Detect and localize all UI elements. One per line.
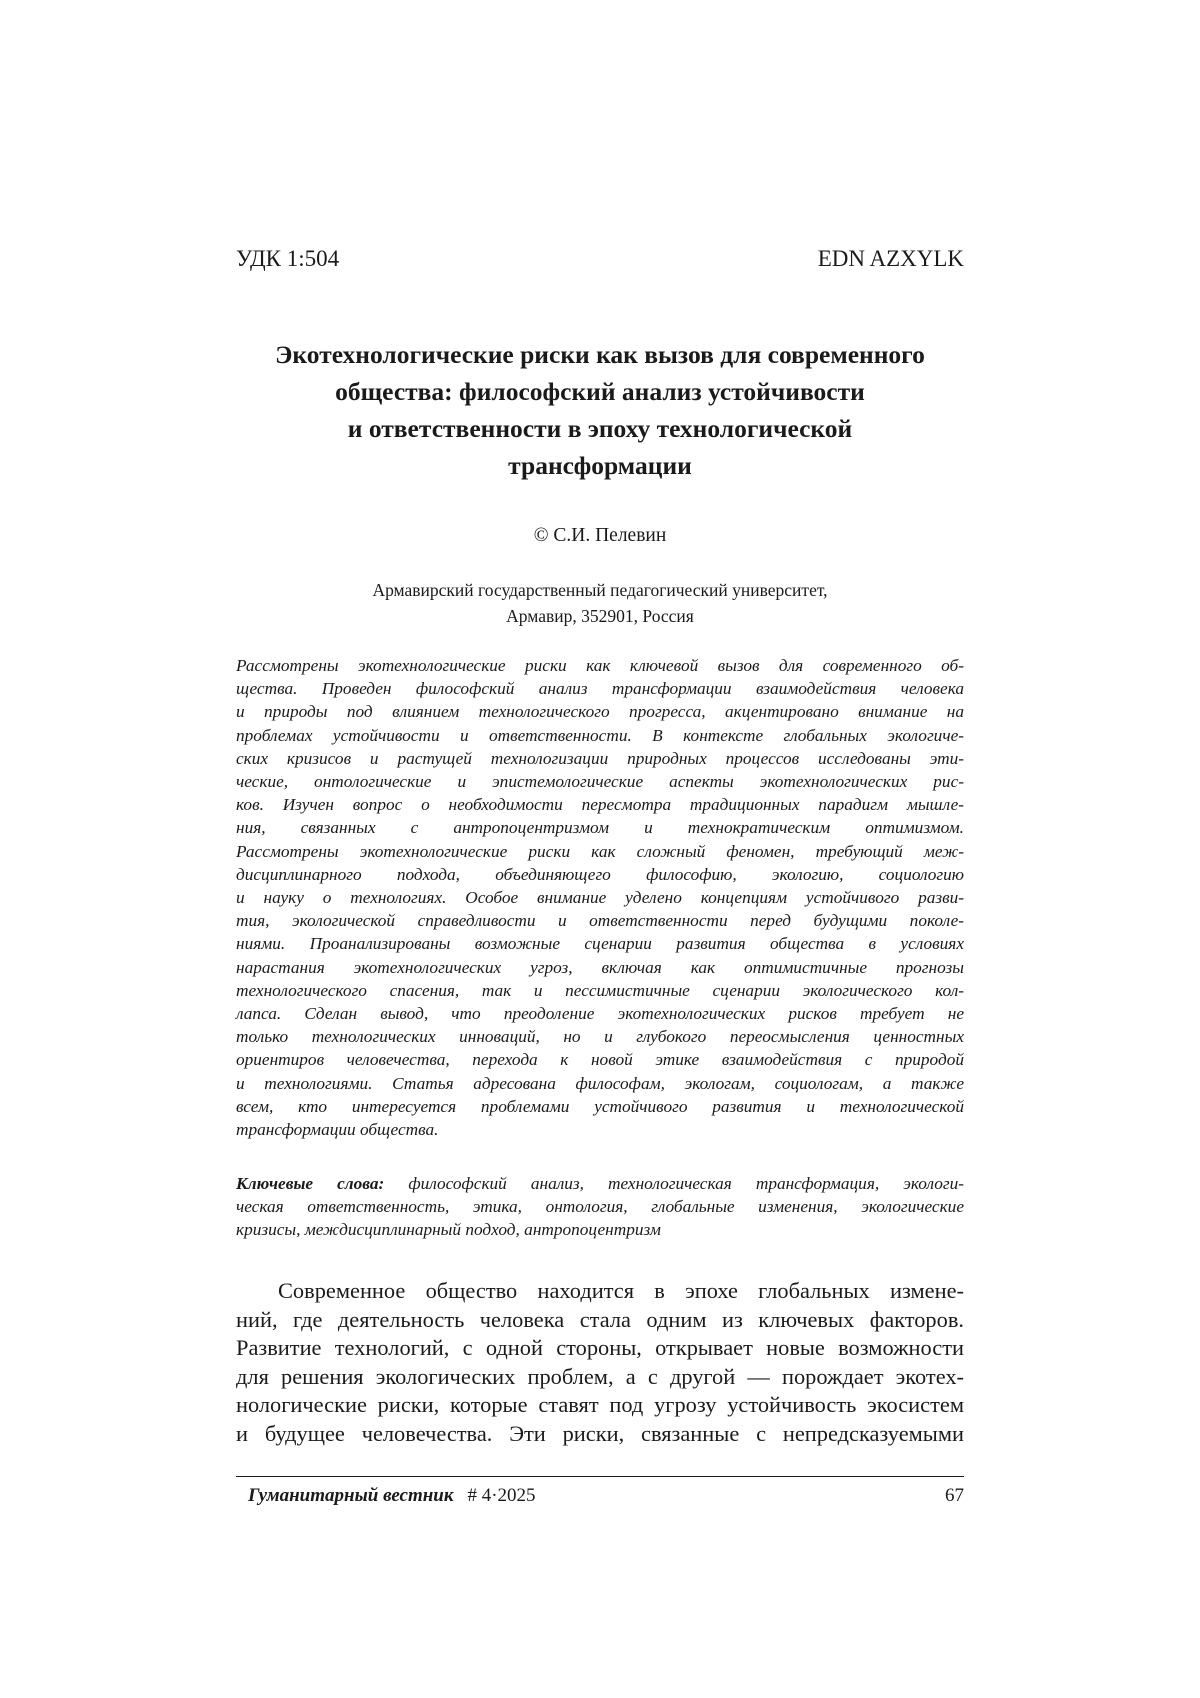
body-line: нологические риски, которые ставят под угрозу устойчивость экосистем [236, 1392, 964, 1418]
abstract-line: ческие, онтологические и эпистемологические аспекты экотехнологических рис- [236, 772, 964, 792]
abstract-line: Рассмотрены экотехнологические риски как сложный феномен, требующий меж- [236, 841, 964, 861]
udk-code: УДК 1:504 [236, 246, 340, 271]
abstract-line: ниями. Проанализированы возможные сценарии развития общества в условиях [236, 934, 964, 954]
edn-code: EDN AZXYLK [817, 246, 964, 271]
keywords-label: Ключевые слова: [236, 1174, 385, 1193]
abstract-line: ков. Изучен вопрос о необходимости пересмотра традиционных парадигм мышле- [236, 795, 964, 815]
keywords-line [236, 1172, 964, 1195]
journal-name: Гуманитарный вестник [248, 1485, 454, 1506]
title-line: и ответственности в эпоху технологической [347, 414, 853, 443]
abstract-line: и науку о технологиях. Особое внимание уделено концепциям устойчивого разви- [236, 888, 964, 908]
abstract-line: проблемах устойчивости и ответственности. В контексте глобальных экологиче- [236, 725, 964, 745]
abstract-line: нарастания экотехнологических угроз, включая как оптимистичные прогнозы [236, 957, 964, 977]
body-line: для решения экологических проблем, а с другой — порождает экотех- [236, 1363, 964, 1389]
body-line: ний, где деятельность человека стала одним из ключевых факторов. [236, 1306, 964, 1332]
abstract-line: ориентиров человечества, перехода к новой этике взаимодействия с природой [236, 1050, 964, 1070]
journal-info [248, 1483, 536, 1509]
journal-issue: # 4·2025 [467, 1485, 536, 1506]
affiliation-line: Армавирский государственный педагогический университет, [372, 580, 828, 600]
keywords-text: философский анализ, технологическая трансформация, экологи- [384, 1174, 964, 1193]
abstract-line: лапса. Сделан вывод, что преодоление экотехнологических рисков требует не [236, 1004, 964, 1024]
keywords-line: кризисы, междисциплинарный подход, антропоцентризм [236, 1220, 661, 1240]
keywords-line: ческая ответственность, этика, онтология, глобальные изменения, экологические [236, 1197, 964, 1217]
abstract-line: Рассмотрены экотехнологические риски как ключевой вызов для современного об- [236, 656, 964, 675]
abstract-line: технологического спасения, так и пессимистичные сценарии экологического кол- [236, 980, 964, 1000]
abstract [236, 654, 964, 1141]
header-row [236, 244, 964, 274]
affiliation [236, 577, 964, 629]
title-line: трансформации [508, 451, 692, 480]
abstract-line: только технологических инноваций, но и глубокого переосмысления ценностных [236, 1027, 964, 1047]
abstract-line: всем, кто интересуется проблемами устойчивого развития и технологической [236, 1096, 964, 1116]
abstract-line: и технологиями. Статья адресована философам, экологам, социологам, а также [236, 1073, 964, 1093]
abstract-line: ния, связанных с антропоцентризмом и технократическим оптимизмом. [236, 818, 964, 838]
article-title [236, 336, 964, 484]
abstract-line: щества. Проведен философский анализ трансформации взаимодействия человека [236, 679, 964, 699]
abstract-line: тия, экологической справедливости и ответственности перед будущими поколе- [236, 911, 964, 931]
body-paragraph [236, 1277, 964, 1449]
paper-page [236, 0, 964, 1698]
abstract-line: и природы под влиянием технологического прогресса, акцентировано внимание на [236, 702, 964, 722]
page-number: 67 [945, 1485, 964, 1506]
title-line: общества: философский анализ устойчивости [335, 377, 865, 406]
abstract-line: дисциплинарного подхода, объединяющего философию, экологию, социологию [236, 864, 964, 884]
abstract-line: ских кризисов и растущей технологизации природных процессов исследованы эти- [236, 748, 964, 768]
keywords [236, 1172, 964, 1242]
body-line: Современное общество находится в эпохе глобальных измене- [278, 1278, 964, 1303]
footer-divider [236, 1476, 964, 1477]
body-line: и будущее человечества. Эти риски, связанные с непредсказуемыми [236, 1420, 964, 1446]
title-line: Экотехнологические риски как вызов для современного [275, 340, 925, 369]
affiliation-line: Армавир, 352901, Россия [506, 606, 694, 626]
body-line: Развитие технологий, с одной стороны, открывает новые возможности [236, 1335, 964, 1361]
author: © С.И. Пелевин [533, 525, 667, 546]
abstract-line: трансформации общества. [236, 1120, 439, 1140]
